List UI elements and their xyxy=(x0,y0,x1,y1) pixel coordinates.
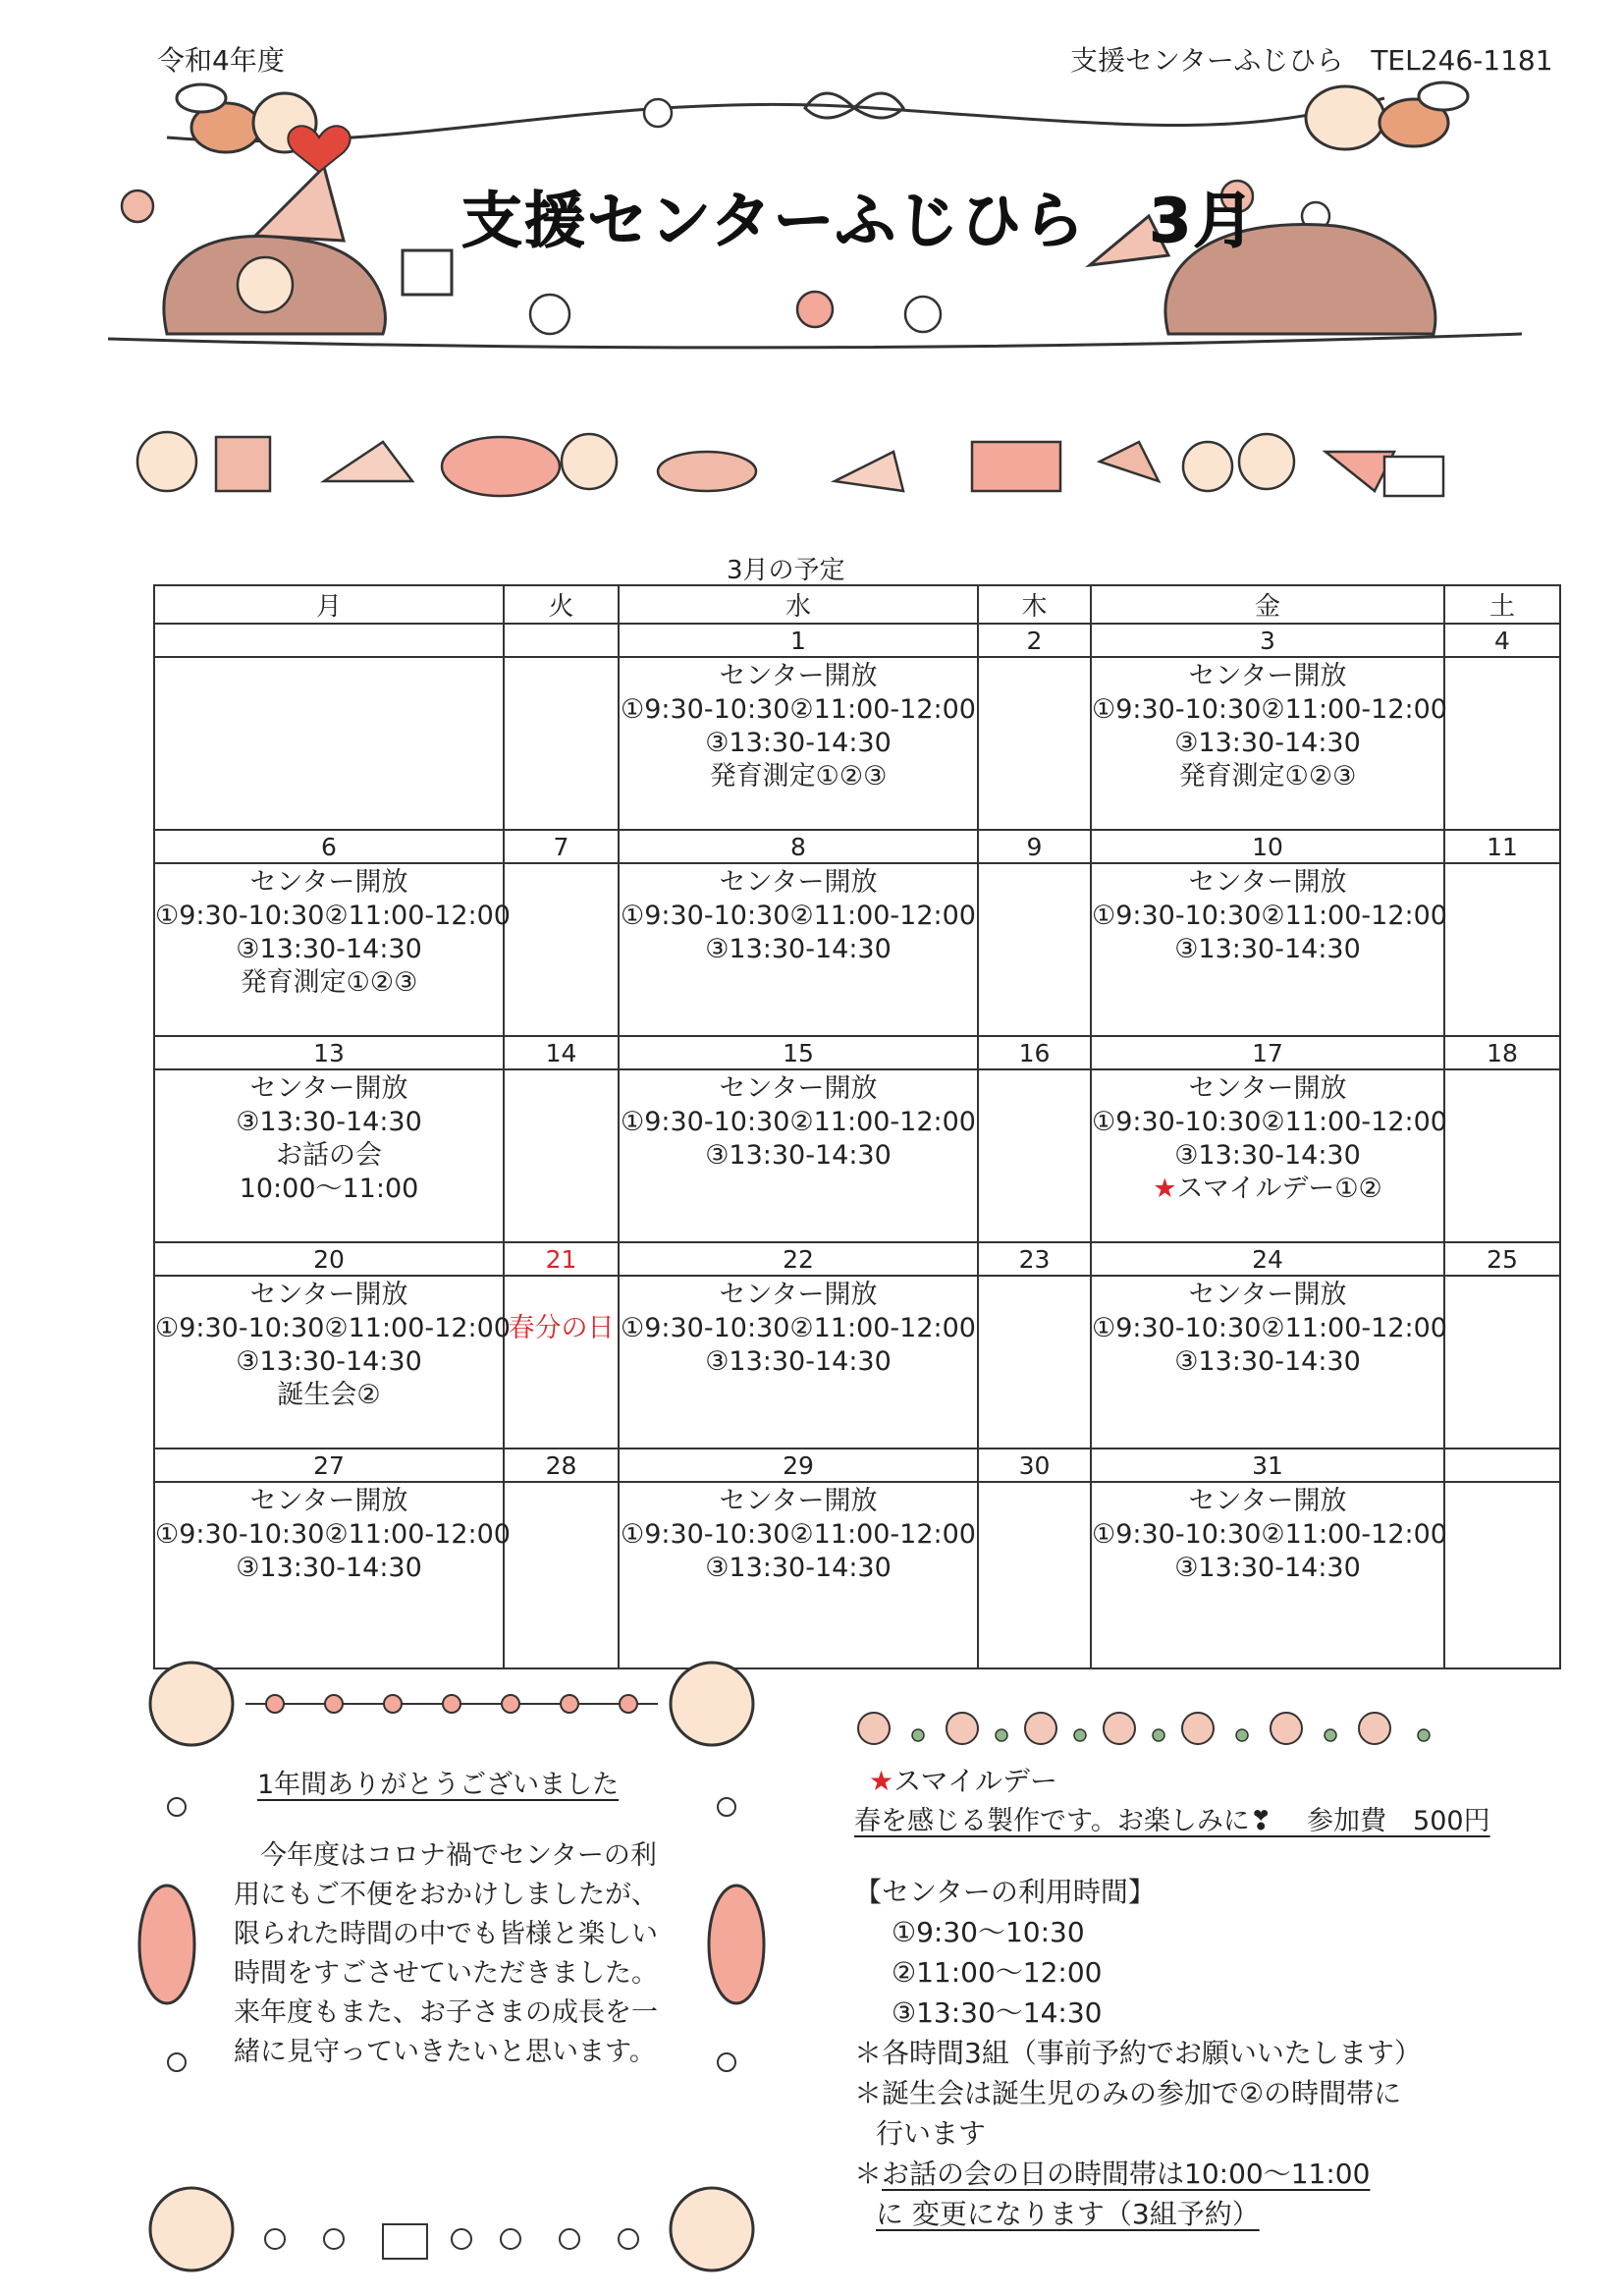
day-number: 20 xyxy=(154,1242,504,1276)
hours-slot: ②11:00～12:00 xyxy=(892,1956,1103,1989)
star-icon: ★ xyxy=(1153,1174,1177,1204)
usage-hours xyxy=(854,1872,1422,2234)
child-face-icon xyxy=(671,1663,753,1745)
hours-note: 行います xyxy=(876,2117,987,2150)
day-events-row xyxy=(154,1276,1560,1449)
day-cell xyxy=(978,1482,1091,1668)
weekday-header: 土 xyxy=(1444,585,1560,624)
day-number: 25 xyxy=(1444,1242,1560,1276)
day-cell xyxy=(504,1276,619,1449)
event-line: 発育測定①②③ xyxy=(240,967,418,998)
event-line: センター開放 xyxy=(719,1486,878,1516)
event-line: ①9:30-10:30②11:00-12:00 xyxy=(621,694,976,725)
star-icon: ★ xyxy=(869,1765,894,1797)
event-line: ①9:30-10:30②11:00-12:00 xyxy=(155,901,511,931)
calendar-caption: 3月の予定 xyxy=(727,556,845,585)
day-number-row xyxy=(154,830,1560,863)
event-line: センター開放 xyxy=(249,1073,408,1104)
day-number: 14 xyxy=(504,1036,619,1069)
event-line: センター開放 xyxy=(1188,1073,1347,1104)
event-line: ①9:30-10:30②11:00-12:00 xyxy=(155,1519,511,1550)
event-line: センター開放 xyxy=(1188,1486,1347,1516)
weekday-header: 月 xyxy=(154,585,504,624)
event-line: センター開放 xyxy=(719,1280,878,1310)
day-cell xyxy=(1091,1069,1447,1242)
day-cell xyxy=(978,1276,1091,1449)
decoration-row xyxy=(128,412,1463,520)
day-cell xyxy=(619,657,978,830)
hours-title: 【センターの利用時間】 xyxy=(854,1876,1156,1908)
event-line: ①9:30-10:30②11:00-12:00 xyxy=(621,1519,976,1550)
event-line: センター開放 xyxy=(719,867,878,898)
event-line: ③13:30-14:30 xyxy=(236,934,422,964)
day-number: 31 xyxy=(1091,1449,1444,1482)
day-cell xyxy=(504,1069,619,1242)
day-events-row xyxy=(154,1482,1560,1668)
day-number: 17 xyxy=(1091,1036,1444,1069)
day-number: 4 xyxy=(1444,624,1560,657)
day-number: 7 xyxy=(504,830,619,863)
thanks-paragraph: 今年度はコロナ禍でセンターの利用にもご不便をおかけしましたが、限られた時間の中でも皆様と楽しい時間をすごさせていただきました。 xyxy=(234,1840,658,1989)
day-events-row xyxy=(154,1069,1560,1242)
event-line: ③13:30-14:30 xyxy=(1174,1553,1361,1583)
bee-icon xyxy=(1306,82,1468,149)
day-number: 21 xyxy=(504,1242,619,1276)
hours-note: ＊誕生会は誕生児のみの参加で②の時間帯に xyxy=(854,2077,1402,2109)
day-number: 23 xyxy=(978,1242,1091,1276)
hours-note: ＊各時間3組（事前予約でお願いいたします） xyxy=(854,2037,1422,2069)
event-line: ③13:30-14:30 xyxy=(1174,728,1361,758)
event-line: センター開放 xyxy=(1188,661,1347,691)
weekday-header-row xyxy=(154,585,1560,624)
day-number: 15 xyxy=(619,1036,978,1069)
day-cell xyxy=(1091,1482,1447,1668)
animal-row-decoration xyxy=(854,1694,1453,1753)
day-number: 9 xyxy=(978,830,1091,863)
day-cell xyxy=(1444,657,1560,830)
page-title: 支援センターふじひら 3月 xyxy=(461,185,1257,256)
day-number-row xyxy=(154,624,1560,657)
event-line: センター開放 xyxy=(249,1486,408,1516)
day-number xyxy=(1444,1449,1560,1482)
day-number: 1 xyxy=(619,624,978,657)
event-line: 誕生会② xyxy=(277,1380,381,1410)
day-cell xyxy=(978,657,1091,830)
hours-slot: ①9:30～10:30 xyxy=(892,1916,1085,1948)
day-number: 28 xyxy=(504,1449,619,1482)
weekday-header: 水 xyxy=(619,585,978,624)
event-line: ③13:30-14:30 xyxy=(236,1553,422,1583)
day-number: 16 xyxy=(978,1036,1091,1069)
day-number: 30 xyxy=(978,1449,1091,1482)
event-line: センター開放 xyxy=(249,1280,408,1310)
event-line: ①9:30-10:30②11:00-12:00 xyxy=(621,1107,976,1137)
event-line: ③13:30-14:30 xyxy=(705,934,892,964)
smile-day-title: ★スマイルデー xyxy=(869,1765,1057,1797)
day-events-row xyxy=(154,863,1560,1036)
event-line: ③13:30-14:30 xyxy=(1174,934,1361,964)
event-line: ③13:30-14:30 xyxy=(705,1553,892,1583)
event-line: ③13:30-14:30 xyxy=(1174,1346,1361,1377)
day-cell xyxy=(154,1276,511,1449)
weekday-header: 火 xyxy=(504,585,619,624)
event-line: センター開放 xyxy=(1188,1280,1347,1310)
hours-slot: ③13:30～14:30 xyxy=(892,1996,1103,2029)
child-face-icon xyxy=(150,2188,233,2270)
day-cell xyxy=(1091,1276,1447,1449)
event-line: 発育測定①②③ xyxy=(1178,761,1357,792)
hours-note: に 変更になります（3組予約） xyxy=(876,2198,1260,2230)
event-line: ①9:30-10:30②11:00-12:00 xyxy=(1092,1519,1447,1550)
event-line: ①9:30-10:30②11:00-12:00 xyxy=(621,901,976,931)
day-cell xyxy=(154,1069,504,1242)
day-number: 6 xyxy=(154,830,504,863)
day-number: 29 xyxy=(619,1449,978,1482)
day-cell xyxy=(978,863,1091,1036)
day-cell xyxy=(504,863,619,1036)
event-line: 春分の日 xyxy=(508,1313,615,1343)
day-cell xyxy=(1091,657,1447,830)
day-number: 13 xyxy=(154,1036,504,1069)
event-line: 発育測定①②③ xyxy=(709,761,888,792)
child-face-icon xyxy=(671,2188,753,2270)
event-line: ③13:30-14:30 xyxy=(705,728,892,758)
event-line: ①9:30-10:30②11:00-12:00 xyxy=(1092,694,1447,725)
day-cell xyxy=(504,657,619,830)
day-number: 10 xyxy=(1091,830,1444,863)
day-cell xyxy=(154,863,511,1036)
thanks-title: 1年間ありがとうございました xyxy=(257,1770,620,1800)
event-line: ③13:30-14:30 xyxy=(236,1346,422,1377)
event-line: センター開放 xyxy=(719,1073,878,1104)
thanks-paragraph: 来年度もまた、お子さまの成長を一緒に見守っていきたいと思います。 xyxy=(234,1997,658,2067)
day-cell xyxy=(1444,1482,1560,1668)
weekday-header: 木 xyxy=(978,585,1091,624)
day-cell xyxy=(978,1069,1091,1242)
day-number-row xyxy=(154,1449,1560,1482)
mole-icon xyxy=(164,167,452,334)
org-contact: 支援センターふじひら TEL246-1181 xyxy=(1070,44,1553,77)
day-number: 8 xyxy=(619,830,978,863)
thanks-message xyxy=(234,1836,666,2072)
day-cell xyxy=(1444,863,1560,1036)
smile-day-description: 春を感じる製作です。お楽しみに❣ 参加費 500円 xyxy=(854,1806,1490,1836)
event-line: ★スマイルデー①② xyxy=(1153,1174,1382,1204)
day-cell xyxy=(504,1482,619,1668)
event-line: センター開放 xyxy=(719,661,878,691)
event-line: ①9:30-10:30②11:00-12:00 xyxy=(1092,1313,1447,1343)
day-cell xyxy=(154,657,504,830)
weekday-header: 金 xyxy=(1091,585,1444,624)
day-number: 24 xyxy=(1091,1242,1444,1276)
day-number-row xyxy=(154,1036,1560,1069)
monthly-calendar xyxy=(153,584,1561,1669)
event-line: センター開放 xyxy=(249,867,408,898)
day-cell xyxy=(619,1276,978,1449)
event-line: ①9:30-10:30②11:00-12:00 xyxy=(1092,1107,1447,1137)
event-line: ③13:30-14:30 xyxy=(705,1346,892,1377)
event-line: 10:00～11:00 xyxy=(239,1174,419,1204)
day-cell xyxy=(1444,1069,1560,1242)
event-line: ③13:30-14:30 xyxy=(236,1107,422,1137)
hina-doll-icon xyxy=(709,1886,764,2003)
event-line: ①9:30-10:30②11:00-12:00 xyxy=(155,1313,511,1343)
fiscal-year: 令和4年度 xyxy=(157,44,285,77)
day-number xyxy=(154,624,504,657)
event-line: ③13:30-14:30 xyxy=(1174,1140,1361,1171)
day-cell xyxy=(1444,1276,1560,1449)
day-cell xyxy=(619,1069,978,1242)
day-number xyxy=(504,624,619,657)
event-line: ①9:30-10:30②11:00-12:00 xyxy=(621,1313,976,1343)
event-line xyxy=(505,1279,618,1312)
day-number: 2 xyxy=(978,624,1091,657)
child-face-icon xyxy=(150,1663,233,1745)
day-number-row xyxy=(154,1242,1560,1276)
hours-note: ＊お話の会の日の時間帯は10:00～11:00 xyxy=(854,2158,1371,2190)
day-number: 18 xyxy=(1444,1036,1560,1069)
event-line: ①9:30-10:30②11:00-12:00 xyxy=(1092,901,1447,931)
day-events-row xyxy=(154,657,1560,830)
event-line: ③13:30-14:30 xyxy=(705,1140,892,1171)
day-cell xyxy=(1091,863,1447,1036)
day-cell xyxy=(619,1482,978,1668)
day-cell xyxy=(154,1482,511,1668)
event-line: お話の会 xyxy=(276,1140,382,1171)
day-cell xyxy=(619,863,978,1036)
day-number: 3 xyxy=(1091,624,1444,657)
day-number: 22 xyxy=(619,1242,978,1276)
day-number: 11 xyxy=(1444,830,1560,863)
hina-doll-icon xyxy=(139,1886,194,2003)
event-line: センター開放 xyxy=(1188,867,1347,898)
day-number: 27 xyxy=(154,1449,504,1482)
